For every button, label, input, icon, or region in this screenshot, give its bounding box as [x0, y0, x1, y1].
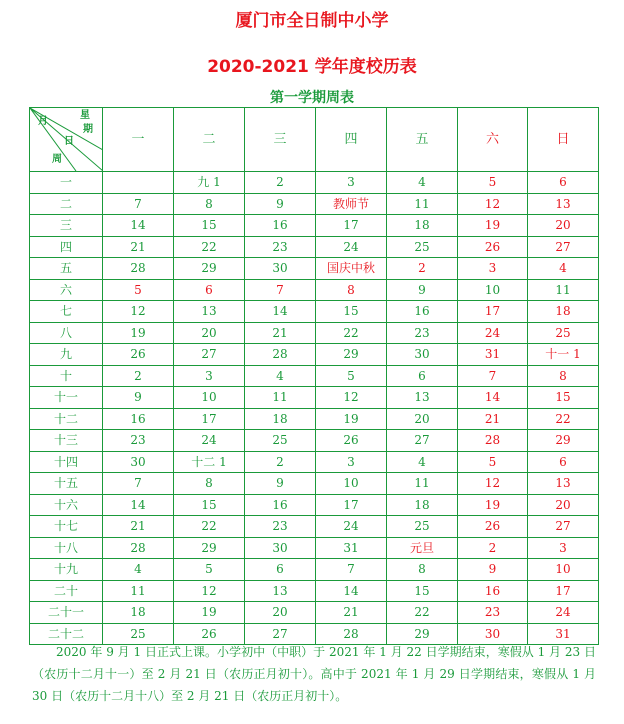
- week-number-cell: 二: [30, 193, 103, 215]
- day-cell: 2: [245, 451, 316, 473]
- day-cell: 26: [174, 623, 245, 645]
- day-cell: 4: [103, 559, 174, 581]
- day-cell: 31: [316, 537, 387, 559]
- day-cell: 23: [245, 236, 316, 258]
- day-cell: 24: [528, 602, 599, 624]
- day-cell: 元旦: [387, 537, 458, 559]
- day-cell: 15: [387, 580, 458, 602]
- week-number-cell: 七: [30, 301, 103, 323]
- day-cell: 13: [528, 193, 599, 215]
- day-cell: 4: [387, 451, 458, 473]
- weekday-header: 一: [103, 108, 174, 172]
- day-cell: 十二 1: [174, 451, 245, 473]
- week-number-cell: 十六: [30, 494, 103, 516]
- day-cell: 26: [458, 516, 528, 538]
- day-cell: 22: [174, 236, 245, 258]
- day-cell: 29: [387, 623, 458, 645]
- day-cell: 23: [245, 516, 316, 538]
- day-cell: 20: [528, 215, 599, 237]
- weekday-header: 四: [316, 108, 387, 172]
- week-row: [30, 602, 599, 624]
- week-number-cell: 十二: [30, 408, 103, 430]
- day-cell: 12: [174, 580, 245, 602]
- day-cell: 3: [316, 172, 387, 194]
- day-cell: 26: [316, 430, 387, 452]
- day-cell: 10: [458, 279, 528, 301]
- day-cell: 8: [174, 193, 245, 215]
- day-cell: 28: [245, 344, 316, 366]
- day-cell: 30: [103, 451, 174, 473]
- day-cell: 15: [174, 494, 245, 516]
- day-cell: 24: [316, 236, 387, 258]
- day-cell: 17: [174, 408, 245, 430]
- day-cell: 3: [458, 258, 528, 280]
- day-cell: 12: [458, 193, 528, 215]
- day-cell: 16: [103, 408, 174, 430]
- day-cell: 29: [174, 537, 245, 559]
- day-cell: 12: [316, 387, 387, 409]
- day-cell: 21: [245, 322, 316, 344]
- day-cell: 18: [387, 494, 458, 516]
- day-cell: 16: [245, 215, 316, 237]
- corner-label-month: 月: [38, 116, 48, 127]
- day-cell: 17: [316, 494, 387, 516]
- day-cell: 7: [103, 193, 174, 215]
- day-cell: 14: [103, 215, 174, 237]
- weekday-header: 六: [458, 108, 528, 172]
- day-cell: 5: [103, 279, 174, 301]
- week-number-cell: 十七: [30, 516, 103, 538]
- day-cell: 11: [528, 279, 599, 301]
- day-cell: 5: [458, 172, 528, 194]
- day-cell: 19: [174, 602, 245, 624]
- day-cell: 10: [528, 559, 599, 581]
- day-cell: 3: [174, 365, 245, 387]
- day-cell: 6: [387, 365, 458, 387]
- day-cell: 27: [528, 236, 599, 258]
- day-cell: 28: [458, 430, 528, 452]
- day-cell: 2: [387, 258, 458, 280]
- week-number-cell: 十四: [30, 451, 103, 473]
- week-row: [30, 258, 599, 280]
- day-cell: 14: [458, 387, 528, 409]
- week-row: [30, 408, 599, 430]
- week-row: [30, 301, 599, 323]
- day-cell: 24: [174, 430, 245, 452]
- day-cell: 14: [316, 580, 387, 602]
- day-cell: 教师节: [316, 193, 387, 215]
- corner-label-day: 日: [64, 136, 74, 147]
- day-cell: 30: [245, 258, 316, 280]
- week-row: [30, 580, 599, 602]
- week-number-cell: 十三: [30, 430, 103, 452]
- corner-label-week-a: 星: [80, 110, 90, 121]
- day-cell: 9: [387, 279, 458, 301]
- day-cell: 6: [174, 279, 245, 301]
- calendar-table: [29, 107, 599, 645]
- week-number-cell: 四: [30, 236, 103, 258]
- day-cell: 3: [528, 537, 599, 559]
- day-cell: 4: [528, 258, 599, 280]
- day-cell: 20: [528, 494, 599, 516]
- week-number-cell: 二十一: [30, 602, 103, 624]
- day-cell: 31: [528, 623, 599, 645]
- day-cell: 16: [387, 301, 458, 323]
- day-cell: 25: [245, 430, 316, 452]
- day-cell: 18: [528, 301, 599, 323]
- week-number-cell: 三: [30, 215, 103, 237]
- day-cell: 24: [316, 516, 387, 538]
- day-cell: 4: [245, 365, 316, 387]
- day-cell: 11: [387, 473, 458, 495]
- day-cell: 25: [528, 322, 599, 344]
- day-cell: 8: [316, 279, 387, 301]
- day-cell: 25: [387, 516, 458, 538]
- week-number-cell: 十一: [30, 387, 103, 409]
- day-cell: 15: [316, 301, 387, 323]
- week-number-cell: 一: [30, 172, 103, 194]
- week-number-cell: 二十二: [30, 623, 103, 645]
- day-cell: 27: [528, 516, 599, 538]
- weekday-header-row: [30, 108, 599, 172]
- week-number-cell: 六: [30, 279, 103, 301]
- day-cell: 26: [103, 344, 174, 366]
- day-cell: 9: [245, 193, 316, 215]
- day-cell: 28: [316, 623, 387, 645]
- day-cell: 24: [458, 322, 528, 344]
- week-number-cell: 十八: [30, 537, 103, 559]
- week-number-cell: 八: [30, 322, 103, 344]
- day-cell: 19: [458, 215, 528, 237]
- day-cell: 20: [245, 602, 316, 624]
- day-cell: 2: [103, 365, 174, 387]
- day-cell: 5: [316, 365, 387, 387]
- day-cell: 13: [245, 580, 316, 602]
- week-row: [30, 430, 599, 452]
- day-cell: 7: [316, 559, 387, 581]
- day-cell: 17: [528, 580, 599, 602]
- day-cell: 8: [174, 473, 245, 495]
- day-cell: 11: [103, 580, 174, 602]
- week-number-cell: 十五: [30, 473, 103, 495]
- day-cell: 12: [458, 473, 528, 495]
- day-cell: 11: [387, 193, 458, 215]
- week-row: [30, 559, 599, 581]
- day-cell: 22: [316, 322, 387, 344]
- day-cell: 17: [458, 301, 528, 323]
- semester-note: 2020 年 9 月 1 日正式上课。小学初中（中职）于 2021 年 1 月 22 日学期结束，寒假从 1 月 23 日（农历十二月十一）至 2 月 21 日（农历正月初十）。高中于 2021 年 1 月 29 日学期结束，寒假从 1 月 30 日（农历十二月十八）至 2 月 21 日（农历正月初十）。: [32, 645, 596, 703]
- week-row: [30, 516, 599, 538]
- day-cell: 23: [103, 430, 174, 452]
- day-cell: 19: [316, 408, 387, 430]
- day-cell: 8: [387, 559, 458, 581]
- day-cell: 14: [103, 494, 174, 516]
- day-cell: 11: [245, 387, 316, 409]
- week-number-cell: 十: [30, 365, 103, 387]
- week-row: [30, 494, 599, 516]
- day-cell: 7: [245, 279, 316, 301]
- day-cell: 30: [245, 537, 316, 559]
- day-cell: 22: [528, 408, 599, 430]
- day-cell: 21: [458, 408, 528, 430]
- week-row: [30, 473, 599, 495]
- day-cell: 2: [245, 172, 316, 194]
- day-cell: 10: [174, 387, 245, 409]
- day-cell: 22: [387, 602, 458, 624]
- day-cell: 13: [387, 387, 458, 409]
- day-cell: 7: [458, 365, 528, 387]
- week-number-cell: 十九: [30, 559, 103, 581]
- week-row: [30, 215, 599, 237]
- day-cell: 6: [528, 451, 599, 473]
- day-cell: 16: [245, 494, 316, 516]
- corner-label-week-number: 周: [52, 154, 62, 165]
- weekday-header: 二: [174, 108, 245, 172]
- day-cell: 19: [458, 494, 528, 516]
- day-cell: 29: [316, 344, 387, 366]
- day-cell: 13: [528, 473, 599, 495]
- day-cell: 10: [316, 473, 387, 495]
- day-cell: 13: [174, 301, 245, 323]
- day-cell: 30: [458, 623, 528, 645]
- day-cell: 6: [245, 559, 316, 581]
- week-row: [30, 172, 599, 194]
- week-row: [30, 365, 599, 387]
- weekday-header: 三: [245, 108, 316, 172]
- week-row: [30, 344, 599, 366]
- weekday-header: 五: [387, 108, 458, 172]
- day-cell: 27: [245, 623, 316, 645]
- day-cell: 26: [458, 236, 528, 258]
- day-cell: 18: [103, 602, 174, 624]
- day-cell: 28: [103, 537, 174, 559]
- day-cell: 17: [316, 215, 387, 237]
- week-row: [30, 537, 599, 559]
- day-cell: 8: [528, 365, 599, 387]
- day-cell: 5: [174, 559, 245, 581]
- day-cell: 9: [458, 559, 528, 581]
- week-row: [30, 387, 599, 409]
- day-cell: 3: [316, 451, 387, 473]
- table-corner-header: [30, 108, 103, 172]
- week-row: [30, 451, 599, 473]
- day-cell: 31: [458, 344, 528, 366]
- semester-week-table-title: 第一学期周表: [270, 90, 354, 106]
- day-cell: 20: [387, 408, 458, 430]
- day-cell: 15: [528, 387, 599, 409]
- day-cell: 21: [103, 236, 174, 258]
- corner-label-week-b: 期: [83, 124, 93, 135]
- day-cell: 29: [528, 430, 599, 452]
- day-cell: 4: [387, 172, 458, 194]
- day-cell: 27: [387, 430, 458, 452]
- day-cell: 18: [387, 215, 458, 237]
- day-cell: 20: [174, 322, 245, 344]
- day-cell: 19: [103, 322, 174, 344]
- weekday-header: 日: [528, 108, 599, 172]
- day-cell: 28: [103, 258, 174, 280]
- week-row: [30, 193, 599, 215]
- day-cell: 23: [387, 322, 458, 344]
- day-cell: 15: [174, 215, 245, 237]
- day-cell: 25: [387, 236, 458, 258]
- day-cell: 18: [245, 408, 316, 430]
- day-cell: 21: [103, 516, 174, 538]
- day-cell: 21: [316, 602, 387, 624]
- day-cell: 6: [528, 172, 599, 194]
- school-calendar-title: 厦门市全日制中小学: [235, 11, 389, 31]
- day-cell: 国庆中秋: [316, 258, 387, 280]
- day-cell: 27: [174, 344, 245, 366]
- week-number-cell: 九: [30, 344, 103, 366]
- day-cell: 16: [458, 580, 528, 602]
- day-cell: 29: [174, 258, 245, 280]
- day-cell: 30: [387, 344, 458, 366]
- day-cell: 25: [103, 623, 174, 645]
- day-cell: 十一 1: [528, 344, 599, 366]
- day-cell: 7: [103, 473, 174, 495]
- day-cell: 9: [245, 473, 316, 495]
- day-cell: 2: [458, 537, 528, 559]
- day-cell: [103, 172, 174, 194]
- day-cell: 14: [245, 301, 316, 323]
- day-cell: 22: [174, 516, 245, 538]
- week-number-cell: 二十: [30, 580, 103, 602]
- day-cell: 23: [458, 602, 528, 624]
- day-cell: 5: [458, 451, 528, 473]
- day-cell: 九 1: [174, 172, 245, 194]
- week-row: [30, 279, 599, 301]
- academic-year-title: 2020-2021 学年度校历表: [207, 57, 417, 77]
- week-row: [30, 236, 599, 258]
- day-cell: 9: [103, 387, 174, 409]
- day-cell: 12: [103, 301, 174, 323]
- week-row: [30, 322, 599, 344]
- week-number-cell: 五: [30, 258, 103, 280]
